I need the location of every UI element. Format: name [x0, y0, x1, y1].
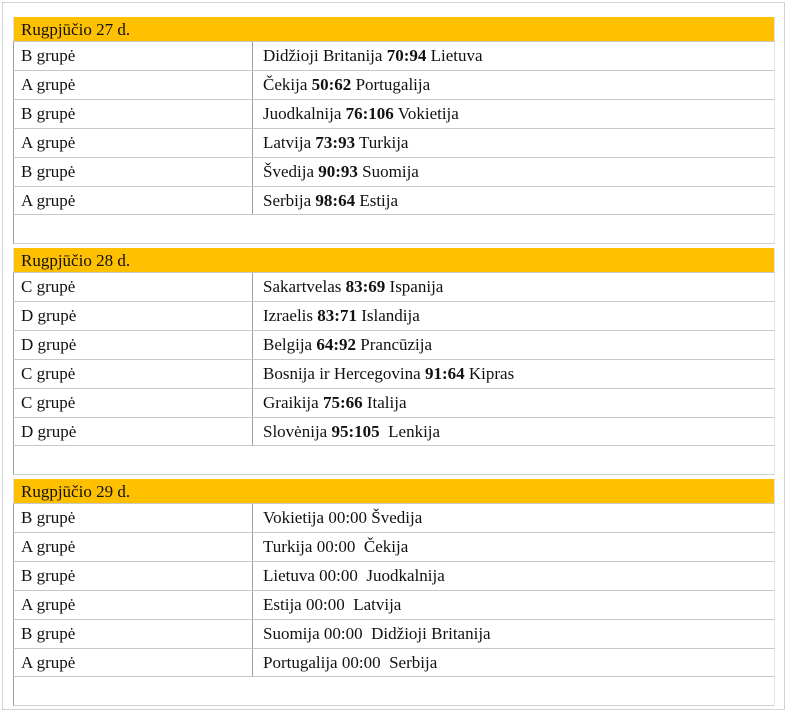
match-cell	[253, 418, 774, 445]
away-team: 00:00 Čekija	[316, 537, 409, 556]
game-row	[13, 272, 775, 301]
section-spacer	[13, 446, 775, 475]
group-cell: C grupė	[14, 360, 253, 388]
group-cell: A grupė	[14, 533, 253, 561]
score: 83:71	[317, 306, 357, 325]
match-cell	[253, 591, 774, 619]
section-spacer	[13, 677, 775, 706]
match-cell	[253, 649, 774, 676]
group-cell: B grupė	[14, 562, 253, 590]
away-team: Portugalija	[351, 75, 431, 94]
score: 64:92	[316, 335, 357, 354]
match-cell	[253, 158, 774, 186]
group-cell: B grupė	[14, 158, 253, 186]
game-row	[13, 590, 775, 619]
match-cell	[253, 42, 774, 70]
away-team: Turkija	[355, 133, 409, 152]
score: 95:105	[331, 422, 380, 441]
group-cell: B grupė	[14, 504, 253, 532]
game-row	[13, 330, 775, 359]
game-row	[13, 417, 775, 446]
match-cell	[253, 100, 774, 128]
home-team: Belgija	[263, 335, 317, 354]
game-row	[13, 532, 775, 561]
schedule-frame	[2, 2, 785, 710]
group-cell: B grupė	[14, 620, 253, 648]
group-cell: B grupė	[14, 42, 253, 70]
game-row	[13, 41, 775, 70]
group-cell: A grupė	[14, 649, 253, 676]
home-team: Vokietija	[263, 508, 329, 527]
day-header: Rugpjūčio 29 d.	[13, 479, 775, 503]
home-team: Švedija	[263, 162, 319, 181]
home-team: Bosnija ir Hercegovina	[263, 364, 425, 383]
home-team: Lietuva	[263, 566, 320, 585]
match-cell	[253, 562, 774, 590]
home-team: Čekija	[263, 75, 312, 94]
score: 83:69	[345, 277, 386, 296]
score: 75:66	[322, 393, 363, 412]
section-spacer	[13, 215, 775, 244]
home-team: Turkija	[263, 537, 317, 556]
score: 50:62	[311, 75, 352, 94]
group-cell: C grupė	[14, 273, 253, 301]
home-team: Latvija	[263, 133, 316, 152]
game-row	[13, 503, 775, 532]
match-cell	[253, 187, 774, 214]
home-team: Serbija	[263, 191, 316, 210]
match-cell	[253, 504, 774, 532]
match-cell	[253, 129, 774, 157]
group-cell: C grupė	[14, 389, 253, 417]
match-cell	[253, 533, 774, 561]
away-team: 00:00 Juodkalnija	[319, 566, 445, 585]
away-team: 00:00 Švedija	[328, 508, 423, 527]
game-row	[13, 619, 775, 648]
game-row	[13, 128, 775, 157]
match-cell	[253, 71, 774, 99]
away-team: Islandija	[356, 306, 420, 325]
away-team: Vokietija	[393, 104, 459, 123]
match-cell	[253, 389, 774, 417]
game-row	[13, 388, 775, 417]
game-row	[13, 99, 775, 128]
away-team: 00:00 Latvija	[305, 595, 402, 614]
away-team: Ispanija	[385, 277, 444, 296]
score: 70:94	[386, 46, 427, 65]
away-team: Italija	[362, 393, 407, 412]
match-cell	[253, 273, 774, 301]
group-cell: B grupė	[14, 100, 253, 128]
match-cell	[253, 620, 774, 648]
home-team: Sakartvelas	[263, 277, 346, 296]
score: 91:64	[424, 364, 465, 383]
group-cell: D grupė	[14, 302, 253, 330]
match-cell	[253, 331, 774, 359]
day-header: Rugpjūčio 27 d.	[13, 17, 775, 41]
away-team: Lenkija	[379, 422, 441, 441]
score: 73:93	[315, 133, 356, 152]
score: 98:64	[315, 191, 356, 210]
game-row	[13, 359, 775, 388]
home-team: Juodkalnija	[263, 104, 346, 123]
group-cell: A grupė	[14, 187, 253, 214]
day-header: Rugpjūčio 28 d.	[13, 248, 775, 272]
home-team: Graikija	[263, 393, 323, 412]
game-row	[13, 648, 775, 677]
away-team: 00:00 Didžioji Britanija	[323, 624, 491, 643]
away-team: Estija	[355, 191, 399, 210]
group-cell: D grupė	[14, 331, 253, 359]
group-cell: A grupė	[14, 71, 253, 99]
day-section	[13, 17, 775, 244]
home-team: Portugalija	[263, 653, 342, 672]
home-team: Suomija	[263, 624, 324, 643]
game-row	[13, 70, 775, 99]
away-team: 00:00 Serbija	[341, 653, 438, 672]
match-cell	[253, 360, 774, 388]
day-section	[13, 248, 775, 475]
away-team: Suomija	[357, 162, 419, 181]
game-row	[13, 186, 775, 215]
game-row	[13, 157, 775, 186]
away-team: Prancūzija	[356, 335, 433, 354]
group-cell: D grupė	[14, 418, 253, 445]
match-cell	[253, 302, 774, 330]
home-team: Estija	[263, 595, 306, 614]
away-team: Kipras	[464, 364, 515, 383]
home-team: Didžioji Britanija	[263, 46, 387, 65]
game-row	[13, 301, 775, 330]
score: 90:93	[318, 162, 358, 181]
group-cell: A grupė	[14, 129, 253, 157]
group-cell: A grupė	[14, 591, 253, 619]
day-section	[13, 479, 775, 706]
score: 76:106	[345, 104, 394, 123]
away-team: Lietuva	[426, 46, 483, 65]
game-row	[13, 561, 775, 590]
home-team: Slovėnija	[263, 422, 332, 441]
home-team: Izraelis	[263, 306, 318, 325]
